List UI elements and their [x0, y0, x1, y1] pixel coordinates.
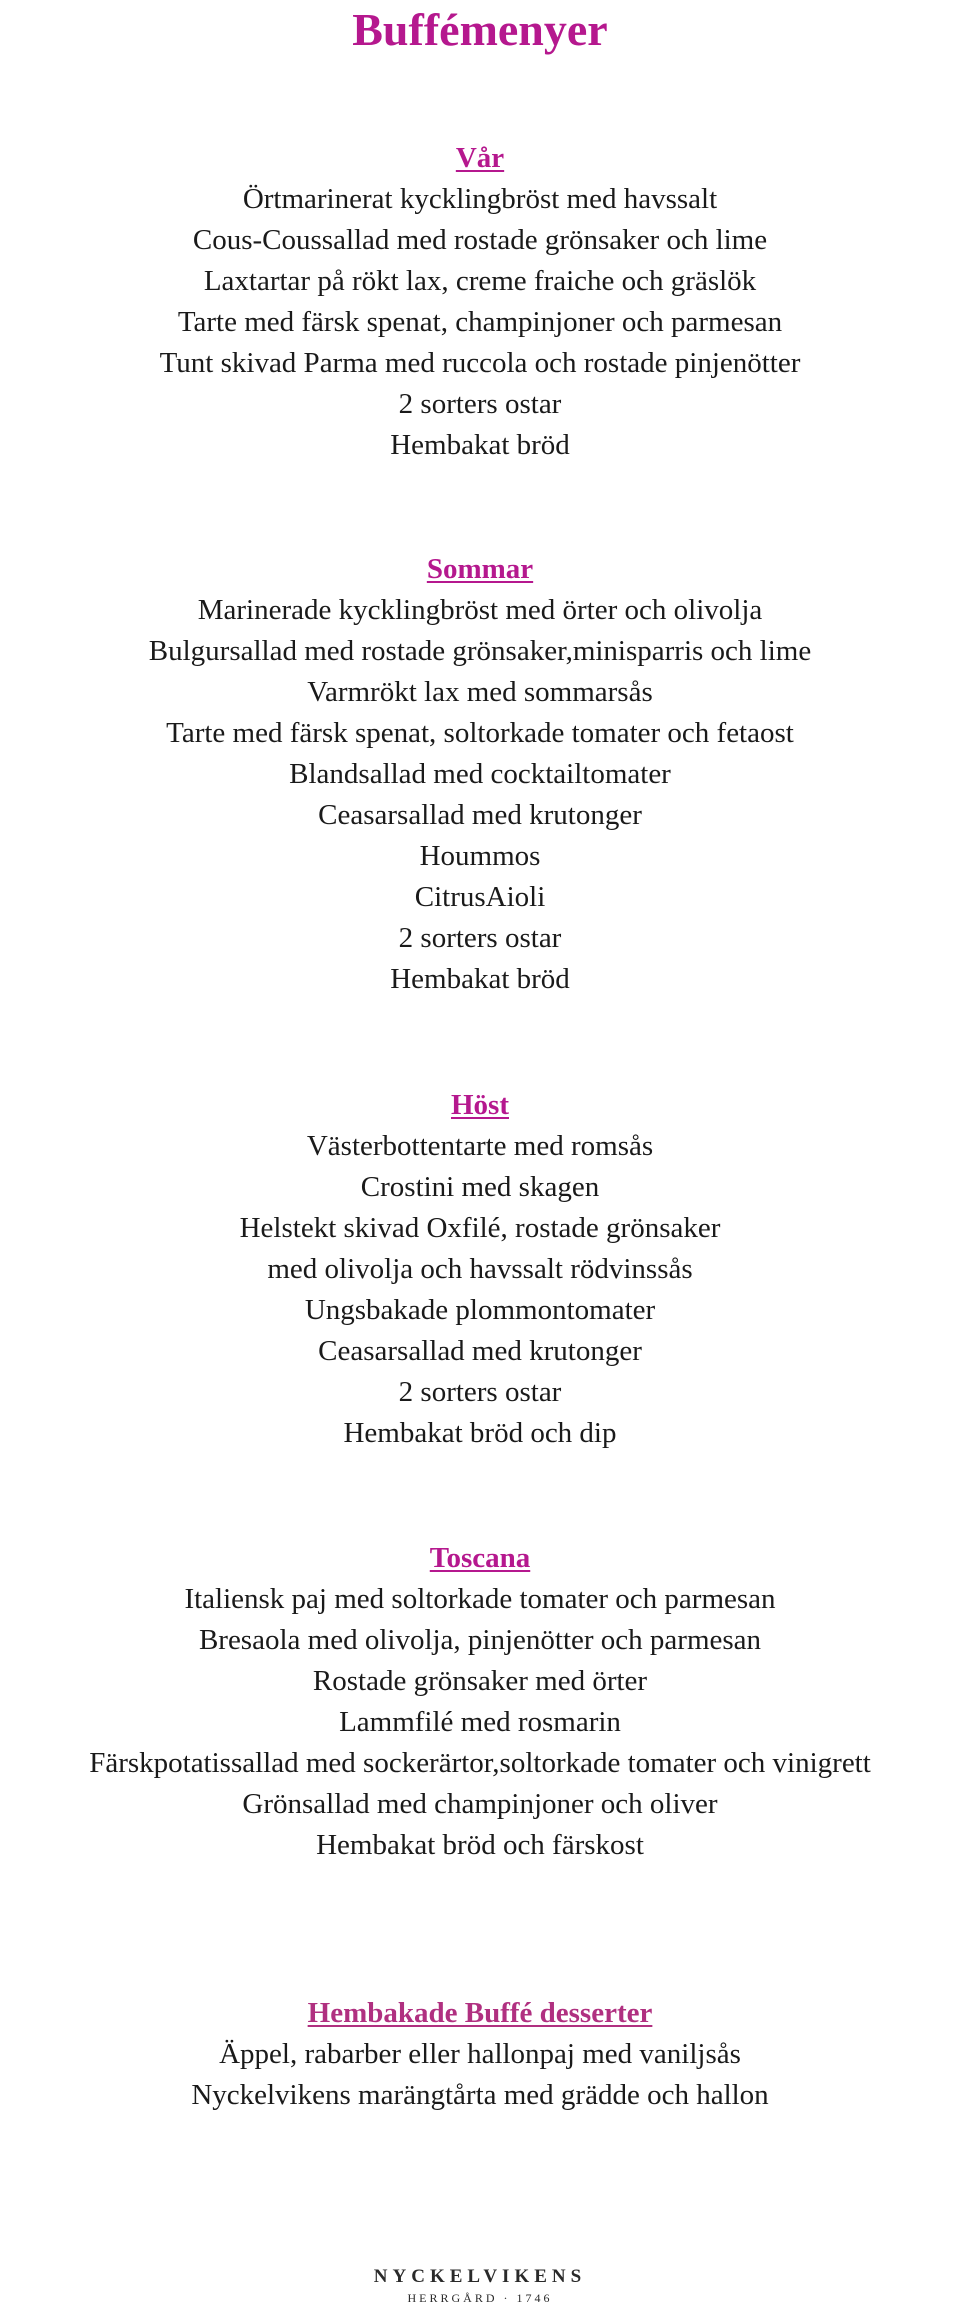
menu-item: CitrusAioli [414, 881, 546, 913]
menu-section-var [0, 138, 960, 466]
menu-section-sommar [0, 549, 960, 1000]
section-heading-desserter: Hembakade Buffé desserter [307, 1997, 653, 2029]
menu-item: Hembakat bröd [390, 963, 570, 995]
menu-item: Tarte med färsk spenat, soltorkade tomater och fetaost [166, 717, 794, 749]
menu-list-var [0, 179, 960, 466]
menu-item: Tarte med färsk spenat, champinjoner och parmesan [177, 306, 783, 338]
menu-item: Laxtartar på rökt lax, creme fraiche och gräslök [203, 265, 757, 297]
logo [0, 2265, 960, 2307]
menu-item: Nyckelvikens marängtårta med grädde och hallon [191, 2079, 769, 2111]
menu-item: Italiensk paj med soltorkade tomater och parmesan [184, 1583, 776, 1615]
menu-item: Hoummos [419, 840, 541, 872]
menu-list-sommar [0, 590, 960, 1000]
menu-list-desserter [0, 2034, 960, 2116]
menu-list-toscana [0, 1579, 960, 1866]
logo-name: NYCKELVIKENS [373, 2266, 587, 2287]
menu-item: 2 sorters ostar [398, 388, 562, 420]
menu-item: Grönsallad med champinjoner och oliver [242, 1788, 718, 1820]
menu-item: 2 sorters ostar [398, 1376, 562, 1408]
menu-item: Örtmarinerat kycklingbröst med havssalt [242, 183, 718, 215]
section-heading-host: Höst [451, 1089, 509, 1121]
menu-item: Bulgursallad med rostade grönsaker,minisparris och lime [148, 635, 812, 667]
menu-item: Äppel, rabarber eller hallonpaj med vaniljsås [219, 2038, 741, 2070]
menu-section-desserter [0, 1993, 960, 2116]
logo-subtitle: HERRGÅRD · 1746 [407, 2291, 553, 2305]
menu-item: Hembakat bröd och färskost [316, 1829, 644, 1861]
menu-item: Cous-Coussallad med rostade grönsaker och lime [192, 224, 768, 256]
menu-item: Ceasarsallad med krutonger [318, 1335, 642, 1367]
menu-item: Varmrökt lax med sommarsås [307, 676, 653, 708]
menu-item: Västerbottentarte med romsås [306, 1130, 654, 1162]
menu-section-host [0, 1085, 960, 1454]
menu-list-host [0, 1126, 960, 1454]
menu-item: Marinerade kycklingbröst med örter och olivolja [197, 594, 763, 626]
menu-item: Blandsallad med cocktailtomater [289, 758, 671, 790]
menu-item: Lammfilé med rosmarin [339, 1706, 621, 1738]
menu-item: Rostade grönsaker med örter [312, 1665, 648, 1697]
menu-item: Ungsbakade plommontomater [304, 1294, 656, 1326]
menu-item: Crostini med skagen [360, 1171, 600, 1203]
section-heading-var: Vår [455, 142, 505, 174]
page-title: Buffémenyer [352, 4, 608, 55]
menu-item: Bresaola med olivolja, pinjenötter och parmesan [198, 1624, 762, 1656]
section-heading-sommar: Sommar [426, 553, 534, 585]
menu-item: Tunt skivad Parma med ruccola och rostade pinjenötter [159, 347, 801, 379]
menu-item: 2 sorters ostar [398, 922, 562, 954]
menu-item: med olivolja och havssalt rödvinssås [267, 1253, 693, 1285]
menu-item: Färskpotatissallad med sockerärtor,soltorkade tomater och vinigrett [89, 1747, 871, 1779]
menu-section-toscana [0, 1538, 960, 1866]
menu-item: Hembakat bröd och dip [343, 1417, 617, 1449]
menu-item: Helstekt skivad Oxfilé, rostade grönsaker [239, 1212, 721, 1244]
menu-item: Hembakat bröd [390, 429, 570, 461]
menu-item: Ceasarsallad med krutonger [318, 799, 642, 831]
section-heading-toscana: Toscana [429, 1542, 531, 1574]
